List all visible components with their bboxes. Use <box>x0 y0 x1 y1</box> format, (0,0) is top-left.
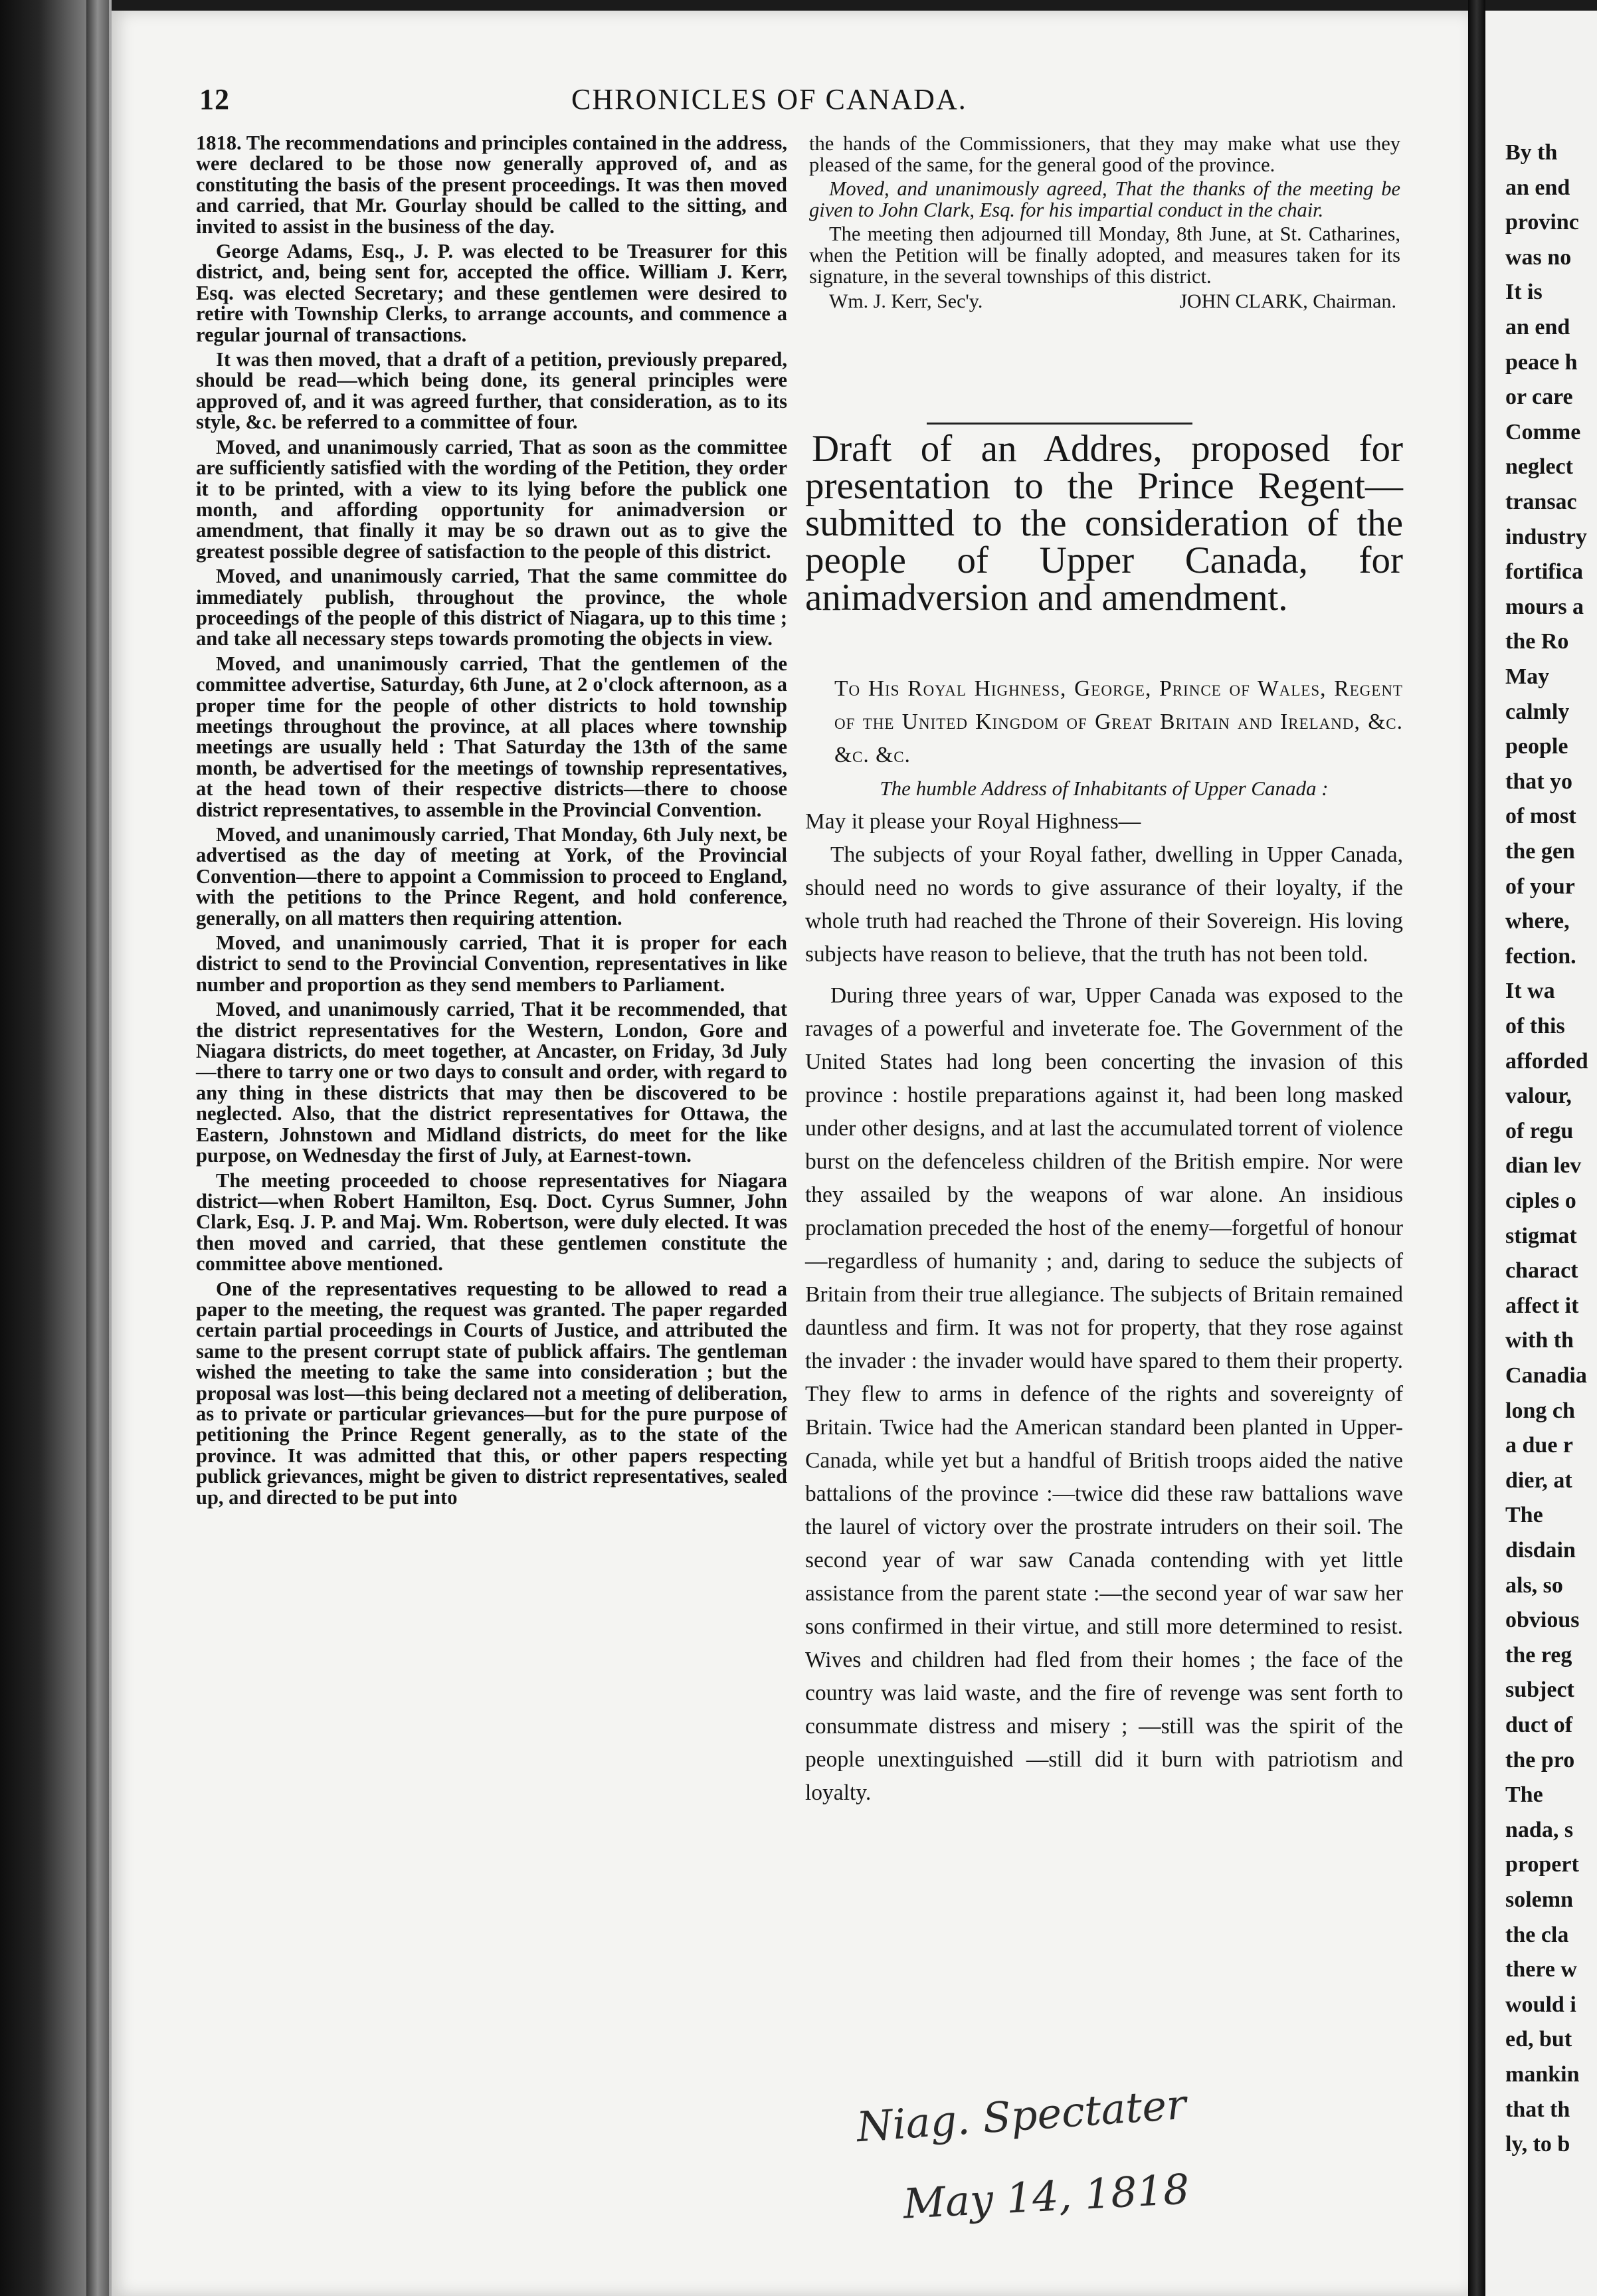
address-body <box>805 672 1403 1810</box>
paragraph: Moved, and unanimously carried, That as soon as the committee are sufficiently satisfied with the wording of the Petition, they order it to be printed, with a view to its lying before the publick one month, and affording opportunity for animadversion or amendment, that finally it may be so drawn out as to give the greatest possible degree of satisfaction to the people of this district. <box>196 435 787 563</box>
fragment-line: afforded <box>1505 1048 1588 1074</box>
fragment-line: affect it <box>1505 1293 1579 1318</box>
fragment-line: The <box>1505 1782 1543 1808</box>
fragment-line: was no <box>1505 244 1572 270</box>
fragment-line: mankin <box>1505 2062 1580 2087</box>
fragment-line: fection. <box>1505 943 1576 969</box>
fragment-line: that th <box>1505 2097 1570 2122</box>
fragment-line: the Ro <box>1505 629 1569 654</box>
fragment-line: where, <box>1505 909 1570 934</box>
fragment-line: calmly <box>1505 699 1570 724</box>
adjacent-page-fragment <box>1485 11 1597 2296</box>
paragraph: One of the representatives requesting to be allowed to read a paper to the meeting, the request was granted. The paper regarded certain partial proceedings in Courts of Justice, and attributed the same to the present corrupt state of publick affairs. The gentleman wished the meeting to take the same into consideration ; but the proposal was lost—this being declared not a meeting of deliberation, as to private or particular grievances—but for the pure purpose of petitioning the Prince Regent generally, as to the state of the province. It was admitted that this, or other papers respecting publick grievances, might be given to district representatives, sealed up, and directed to be put into <box>196 1277 787 1509</box>
fragment-line: industry <box>1505 524 1587 549</box>
address-title: Draft of an Addres, proposed for presentation to the Prince Regent—submitted to the consideration of the people of Upper Canada, for animadversion and amendment. <box>805 428 1403 619</box>
fragment-line: peace h <box>1505 349 1578 375</box>
fragment-line: neglect <box>1505 454 1573 480</box>
fragment-line: May <box>1505 664 1550 689</box>
fragment-line: the gen <box>1505 839 1575 864</box>
fragment-line: the pro <box>1505 1747 1575 1772</box>
fragment-line: Comme <box>1505 419 1581 444</box>
page-divider <box>1468 0 1485 2296</box>
paragraph: Moved, and unanimously agreed, That the thanks of the meeting be given to John Clark, Esq. for his impartial conduct in the chair. <box>809 177 1400 221</box>
paragraph: Moved, and unanimously carried, That it be recommended, that the district representatives for the Western, London, Gore and Niagara districts, do meet together, at Ancaster, on Friday, 3d July—there to tarry one or two days to consult and order, with regard to any thing in these districts that may then be discovered to be neglected. Also, that the district representatives for Ottawa, the Eastern, Johnstown and Midland districts, do meet for the like purpose, on Wednesday the first of July, at Earnest-town. <box>196 998 787 1167</box>
paragraph: The meeting proceeded to choose representatives for Niagara district—when Robert Hamilton, Esq. Doct. Cyrus Sumner, John Clark, Esq. J. P. and Maj. Wm. Robertson, were duly elected. It was then moved and carried, that these gentlemen constitute the committee above mentioned. <box>196 1169 787 1276</box>
fragment-line: of most <box>1505 804 1576 829</box>
fragment-line: provinc <box>1505 210 1579 235</box>
paragraph: Moved, and unanimously carried, That it is proper for each district to send to the Provincial Convention, representatives in like number and proportion as they send members to Parliament. <box>196 931 787 996</box>
paragraph: Moved, and unanimously carried, That the same committee do immediately publish, throughout the province, the whole proceedings of the people of this district of Niagara, up to this time ; and take all necessary steps towards promoting the objects in view. <box>196 565 787 650</box>
fragment-line: nada, s <box>1505 1817 1574 1842</box>
signature-line <box>809 291 1400 312</box>
fragment-line: long ch <box>1505 1398 1575 1423</box>
fragment-line: or care <box>1505 385 1573 410</box>
fragment-line: duct of <box>1505 1713 1573 1737</box>
fragment-line: valour, <box>1505 1084 1572 1109</box>
fragment-line: mours a <box>1505 594 1584 619</box>
page-number: 12 <box>199 83 230 116</box>
fragment-line: of your <box>1505 874 1575 899</box>
paragraph: Moved, and unanimously carried, That the gentlemen of the committee advertise, Saturday, 6th June, at 2 o'clock afternoon, as a proper time for the people of other districts to hold township meetings throughout the province, at all places where township meetings are usually held : That Saturday the 13th of the same month, be advertised for the meetings of township representatives, at the head town of their respective districts—there to choose district representatives, to assemble in the Provincial Convention. <box>196 652 787 821</box>
binding-edge <box>86 0 109 2296</box>
fragment-line: It wa <box>1505 979 1555 1004</box>
handwritten-line: May 14, 1818 <box>901 2164 1191 2228</box>
fragment-line: ly, to b <box>1505 2132 1570 2157</box>
handwritten-line: Niag. Spectater <box>855 2079 1188 2152</box>
left-column <box>196 133 787 1512</box>
paragraph: 1818. The recommendations and principles contained in the address, were declared to be those now generally approved of, and as constituting the basis of the present proceedings. It was then moved and carried, that Mr. Gourlay should be called to the sitting, and invited to assist in the business of the day. <box>196 132 787 238</box>
fragment-line: that yo <box>1505 769 1573 794</box>
address-subtitle: The humble Address of Inhabitants of Upper Canada : <box>880 777 1329 800</box>
addressee: To His Royal Highness, George, Prince of Wales, Regent of the United Kingdom of Great Britain and Ireland, &c. &c. &c. <box>834 676 1403 767</box>
address-opening: May it please your Royal Highness— <box>805 809 1141 834</box>
handwritten-note <box>850 2079 1249 2239</box>
fragment-line: Canadia <box>1505 1363 1587 1388</box>
fragment-line: transac <box>1505 490 1577 514</box>
fragment-line: dian lev <box>1505 1153 1582 1179</box>
fragment-line: propert <box>1505 1852 1579 1877</box>
fragment-line: solemn <box>1505 1887 1573 1912</box>
paragraph: The meeting then adjourned till Monday, 8th June, at St. Catharines, when the Petition will be finally adopted, and measures taken for its signature, in the several townships of this district. <box>809 223 1400 288</box>
fragment-line: als, so <box>1505 1573 1563 1598</box>
fragment-line: ciples o <box>1505 1189 1576 1213</box>
fragment-line: an end <box>1505 175 1570 200</box>
fragment-line: subject <box>1505 1677 1574 1703</box>
paragraph: George Adams, Esq., J. P. was elected to be Treasurer for this district, and, being sent for, accepted the office. William J. Kerr, Esq. was elected Secretary; and these gentlemen were desired to retire with Township Clerks, to arrange accounts, and commence a regular journal of transactions. <box>196 240 787 346</box>
fragment-line: obvious <box>1505 1608 1580 1633</box>
fragment-line: dier, at <box>1505 1468 1572 1493</box>
fragment-line: of this <box>1505 1014 1565 1038</box>
fragment-line: The <box>1505 1503 1543 1528</box>
paragraph: During three years of war, Upper Canada was exposed to the ravages of a powerful and inveterate foe. The Government of the United States had long been concerting the invasion of this province : hostile preparations against it, had been long masked under other designs, and at last the accumulated torrent of violence burst on the defenceless children of the British empire. Nor were they assailed by the weapons of war alone. An insidious proclamation preceded the host of the enemy—forgetful of honour—regardless of humanity ; and, daring to seduce the subjects of Britain from their true allegiance. The subjects of Britain remained dauntless and firm. It was not for property, that they rose against the invader : the invader would have spared to them their property. They flew to arms in defence of the rights and sovereignty of Britain. Twice had the American standard been planted in Upper-Canada, while yet but a handful of British troops aided the native battalions of the province :—twice did these raw battalions wave the laurel of victory over the prostrate intruders on their soil. The second year of war saw Canada contending with yet little assistance from the parent state :—the second year of war saw her sons confirmed in their virtue, and still more determined to resist. Wives and children had fled from their homes ; the face of the country was laid waste, and the fire of revenge was sent forth to consummate distress and misery ; —still was the spirit of the people unextinguished —still did it burn with patriotism and loyalty. <box>805 983 1403 1805</box>
fragment-line: would i <box>1505 1992 1576 2017</box>
fragment-line: a due r <box>1505 1433 1573 1458</box>
fragment-line: By th <box>1505 140 1558 165</box>
fragment-line: charact <box>1505 1258 1578 1284</box>
paragraph: the hands of the Commissioners, that they may make what use they pleased of the same, for the general good of the province. <box>809 132 1400 176</box>
fragment-line: ed, but <box>1505 2027 1572 2052</box>
paragraph: The subjects of your Royal father, dwelling in Upper Canada, should need no words to give assurance of their loyalty, if the whole truth had reached the Throne of their Sovereign. His loving subjects have reason to believe, that the truth has not been told. <box>805 842 1403 967</box>
fragment-line: the reg <box>1505 1642 1572 1668</box>
running-head: CHRONICLES OF CANADA. <box>571 83 967 116</box>
fragment-line: of regu <box>1505 1118 1574 1143</box>
fragment-line: disdain <box>1505 1538 1576 1563</box>
fragment-line: an end <box>1505 315 1570 339</box>
fragment-line: with th <box>1505 1328 1574 1353</box>
right-column-top <box>809 133 1400 312</box>
column-rule <box>927 423 1192 425</box>
fragment-line: fortifica <box>1505 559 1584 585</box>
chairman-signature: JOHN CLARK, Chairman. <box>1179 290 1396 312</box>
fragment-line: stigmat <box>1505 1223 1577 1248</box>
fragment-line: It is <box>1505 280 1543 305</box>
fragment-line: people <box>1505 734 1568 759</box>
secretary-signature: Wm. J. Kerr, Sec'y. <box>829 290 983 312</box>
fragment-line: the cla <box>1505 1922 1569 1947</box>
paragraph: Moved, and unanimously carried, That Monday, 6th July next, be advertised as the day of meeting at York, of the Provincial Convention—there to appoint a Commission to proceed to England, with the petitions to the Prince Regent, and hold conference, generally, on all matters then requiring attention. <box>196 823 787 929</box>
fragment-line: there w <box>1505 1957 1577 1982</box>
paragraph: It was then moved, that a draft of a petition, previously prepared, should be read—which being done, its general principles were approved of, and it was agreed further, that consideration, as to its style, &c. be referred to a committee of four. <box>196 348 787 434</box>
